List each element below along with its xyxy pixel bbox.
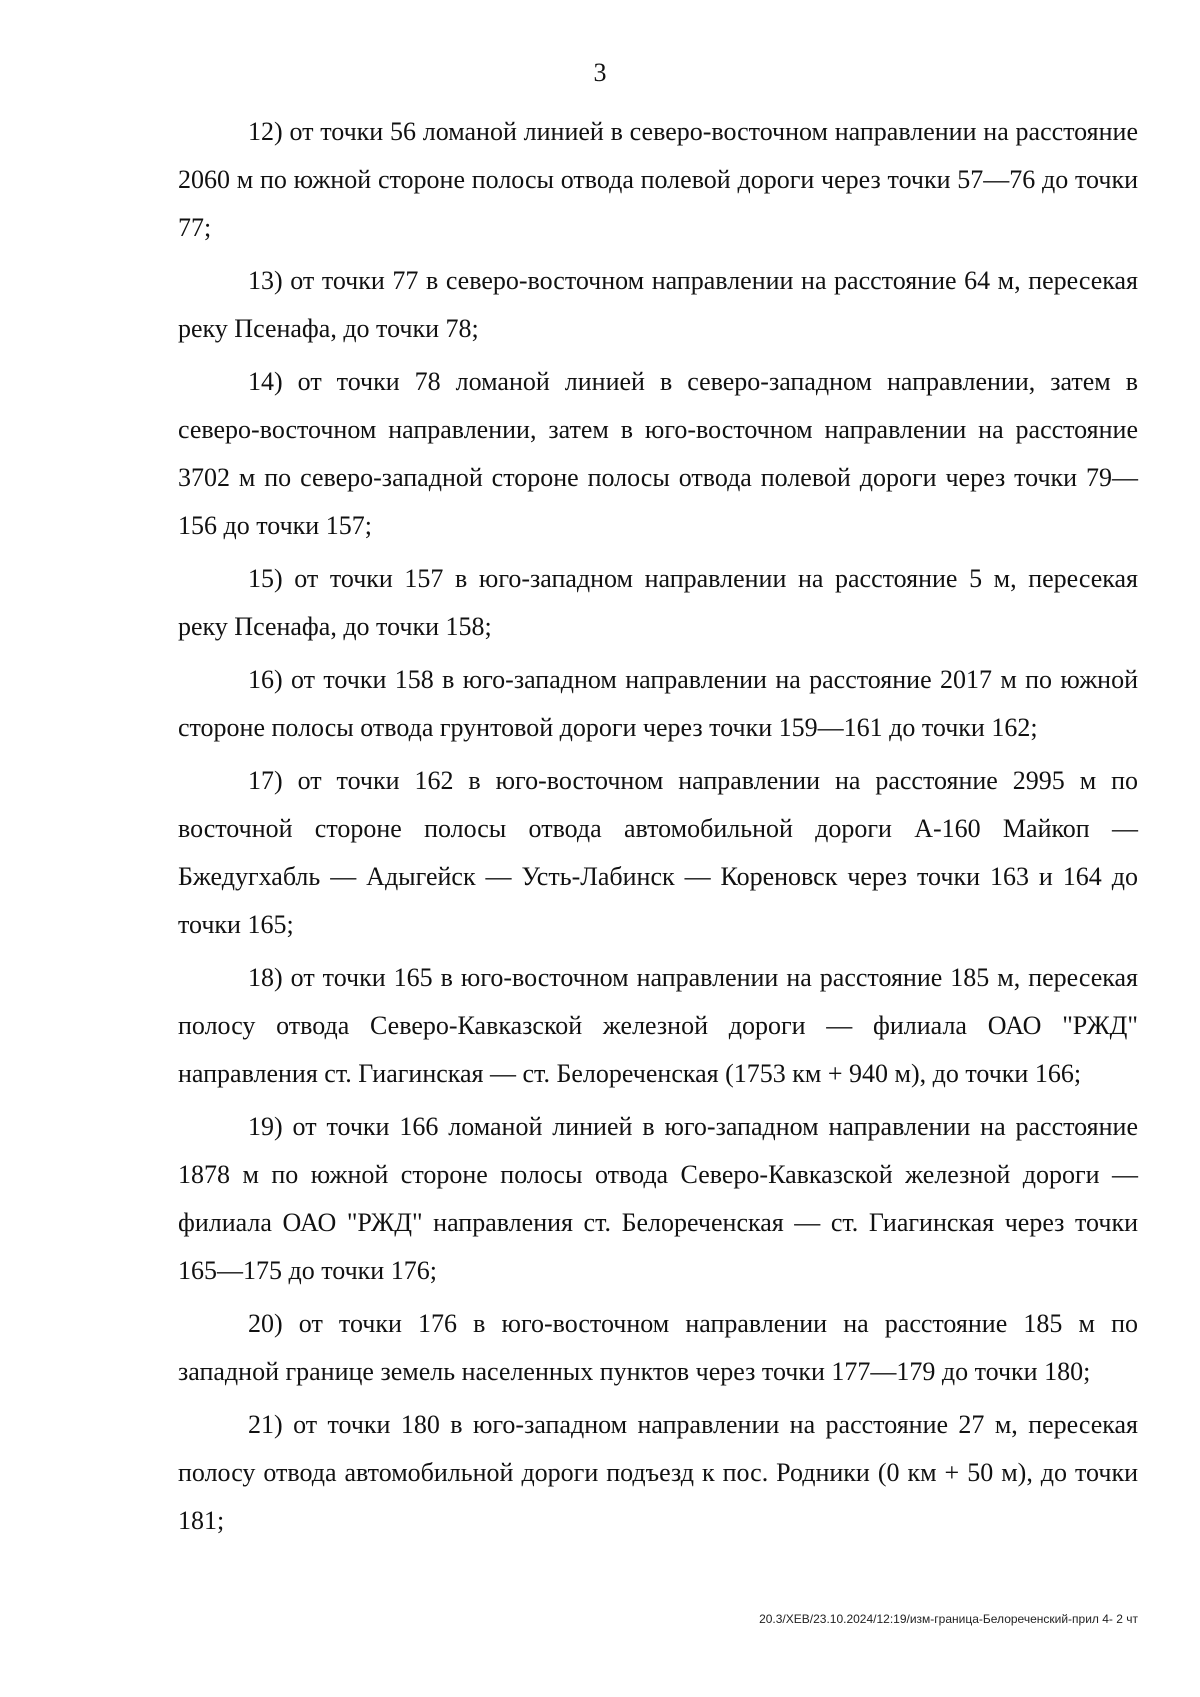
page-number: 3	[593, 58, 607, 87]
paragraph-14: 14) от точки 78 ломаной линией в северо-западном направлении, затем в северо-восточном направлении, затем в юго-восточном направлении на расстояние 3702 м по северо-западной стороне полосы отвода полевой дороги через точки 79—156 до точки 157;	[178, 367, 1138, 540]
paragraph-12: 12) от точки 56 ломаной линией в северо-восточном направлении на расстояние 2060 м по южной стороне полосы отвода полевой дороги через точки 57—76 до точки 77;	[178, 117, 1138, 242]
paragraph-17: 17) от точки 162 в юго-восточном направлении на расстояние 2995 м по восточной стороне полосы отвода автомобильной дороги А-160 Майкоп — Бжедугхабль — Адыгейск — Усть-Лабинск — Кореновск через точки 163 и 164 до точки 165;	[178, 766, 1138, 939]
document-body	[178, 108, 1138, 1550]
paragraph-21: 21) от точки 180 в юго-западном направлении на расстояние 27 м, пересекая полосу отвода автомобильной дороги подъезд к пос. Родники (0 км + 50 м), до точки 181;	[178, 1410, 1138, 1535]
paragraph-19: 19) от точки 166 ломаной линией в юго-западном направлении на расстояние 1878 м по южной стороне полосы отвода Северо-Кавказской железной дороги — филиала ОАО "РЖД" направления ст. Белореченская — ст. Гиагинская через точки 165—175 до точки 176;	[178, 1112, 1138, 1285]
paragraph-16: 16) от точки 158 в юго-западном направлении на расстояние 2017 м по южной стороне полосы отвода грунтовой дороги через точки 159—161 до точки 162;	[178, 665, 1138, 742]
paragraph-18: 18) от точки 165 в юго-восточном направлении на расстояние 185 м, пересекая полосу отвода Северо-Кавказской железной дороги — филиала ОАО "РЖД" направления ст. Гиагинская — ст. Белореченская (1753 км + 940 м), до точки 166;	[178, 963, 1138, 1088]
paragraph-20: 20) от точки 176 в юго-восточном направлении на расстояние 185 м по западной границе земель населенных пунктов через точки 177—179 до точки 180;	[178, 1309, 1138, 1386]
document-footer-code: 20.3/ХЕВ/23.10.2024/12:19/изм-граница-Белореченский-прил 4- 2 чт	[759, 1612, 1138, 1626]
paragraph-15: 15) от точки 157 в юго-западном направлении на расстояние 5 м, пересекая реку Псенафа, до точки 158;	[178, 564, 1138, 641]
paragraph-13: 13) от точки 77 в северо-восточном направлении на расстояние 64 м, пересекая реку Псенафа, до точки 78;	[178, 266, 1138, 343]
